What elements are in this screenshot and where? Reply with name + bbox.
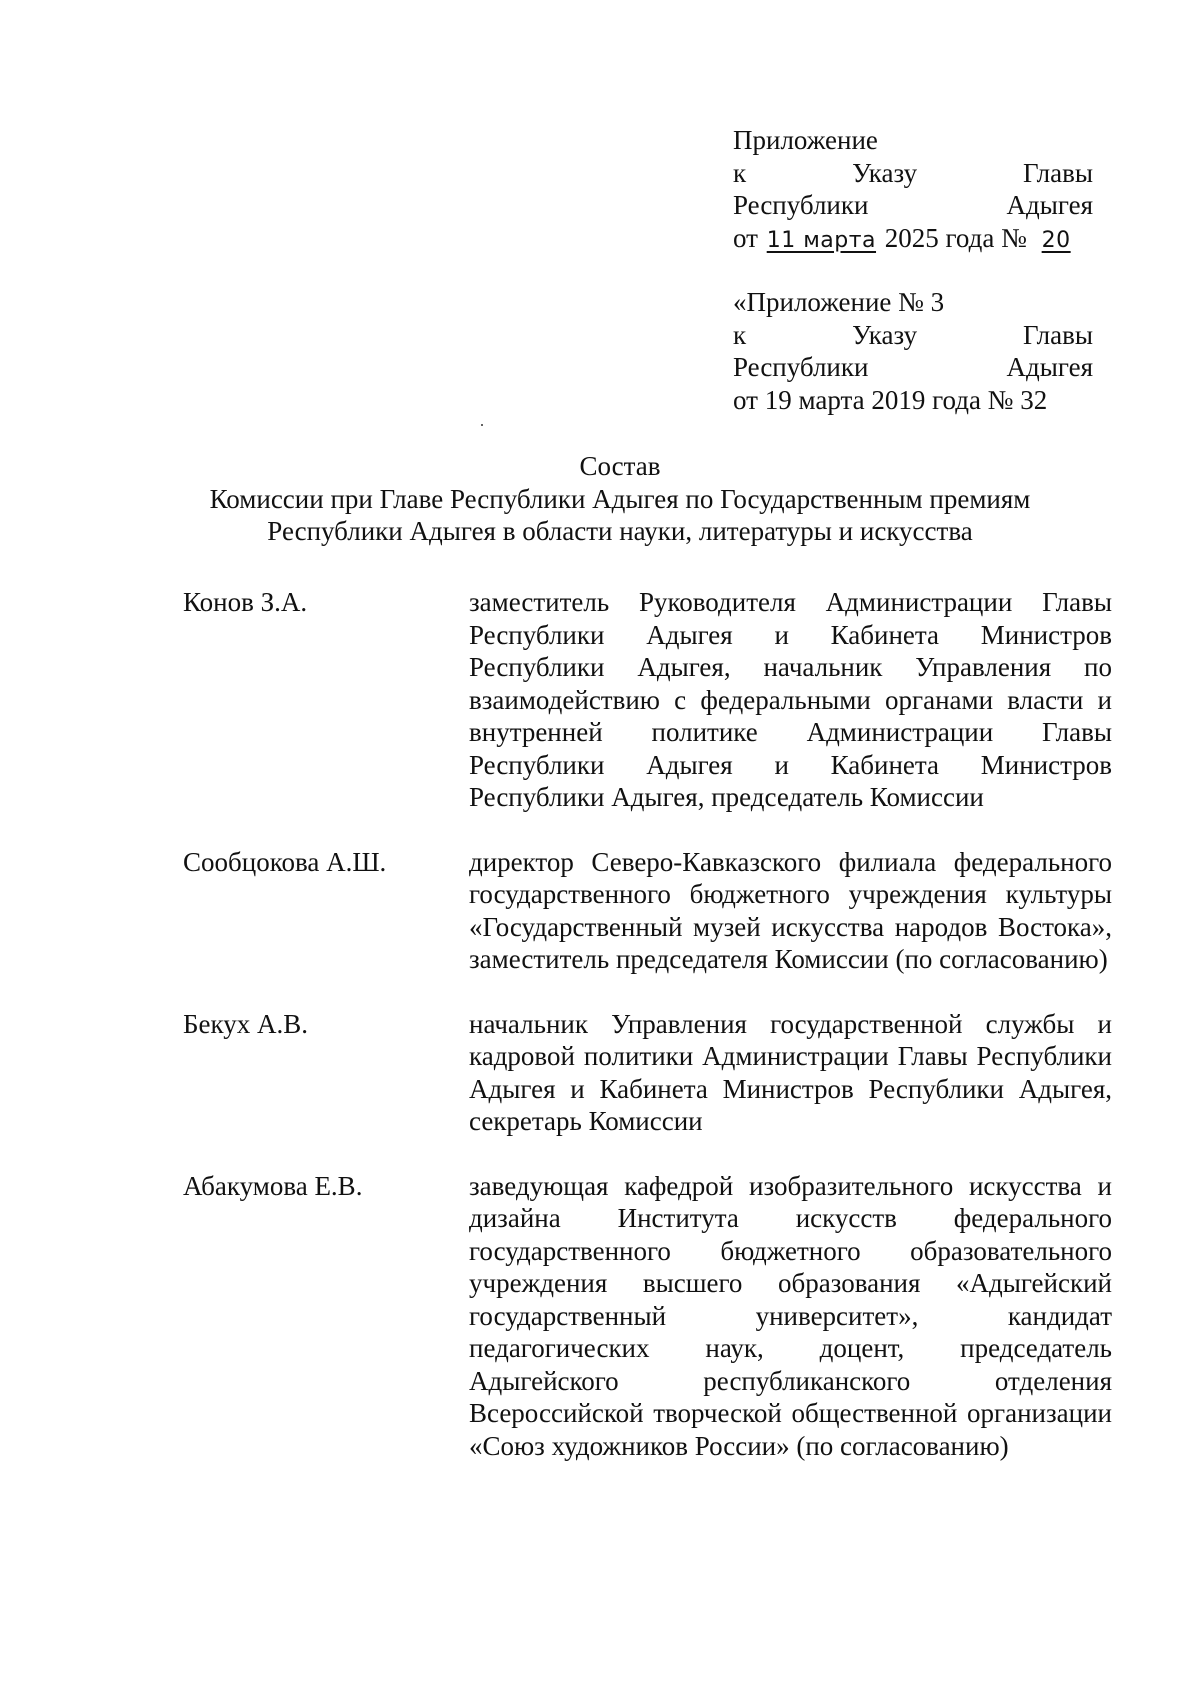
commission-member-list <box>183 586 1113 1494</box>
document-title <box>160 450 1080 548</box>
member-name: Абакумова Е.В. <box>183 1170 363 1201</box>
appendix-date-line: от 11 марта 2025 года № 20 <box>733 222 1093 258</box>
member-name: Конов З.А. <box>183 587 308 617</box>
member-role: начальник Управления государственной службы и кадровой политики Администрации Главы Республики Адыгея и Кабинета Министров Республики Адыгея, секретарь Комиссии <box>469 1008 1112 1136</box>
appendix-header-current <box>733 124 1093 257</box>
title-line-2: Комиссии при Главе Республики Адыгея по Государственным премиям <box>209 483 1031 514</box>
member-row <box>183 1008 1113 1138</box>
appendix-decree-line: к Указу Главы <box>733 157 1093 188</box>
appendix-original-label: «Приложение № 3 <box>733 287 945 317</box>
handwritten-date: 11 марта <box>766 227 877 253</box>
member-row <box>183 1170 1113 1463</box>
appendix-original-date-line: от 19 марта 2019 года № 32 <box>733 384 1048 415</box>
member-row <box>183 586 1113 814</box>
member-row <box>183 846 1113 976</box>
member-name: Бекух А.В. <box>183 1008 308 1039</box>
appendix-label: Приложение <box>733 125 878 155</box>
handwritten-number: 20 <box>1041 227 1071 253</box>
appendix-republic-line: Республики Адыгея <box>733 190 1093 220</box>
scan-artifact-dot <box>481 424 483 426</box>
appendix-header-original <box>733 286 1093 416</box>
appendix-original-decree-line: к Указу Главы <box>733 319 1093 350</box>
title-line-3: Республики Адыгея в области науки, литературы и искусства <box>267 516 973 546</box>
member-name: Сообцокова А.Ш. <box>183 846 387 877</box>
member-role: директор Северо-Кавказского филиала федерального государственного бюджетного учреждения культуры «Государственный музей искусства народов Востока», заместитель председателя Комиссии (по согласованию) <box>469 846 1112 974</box>
title-line-1: Состав <box>579 451 661 481</box>
member-role: заведующая кафедрой изобразительного искусства и дизайна Института искусств федерального государственного бюджетного образовательного учреждения высшего образования «Адыгейский государственный университет», кандидат педагогических наук, доцент, председатель Адыгейского республиканского отделения Всероссийской творческой общественной организации «Союз художников России» (по согласованию) <box>469 1170 1112 1461</box>
member-role: заместитель Руководителя Администрации Главы Республики Адыгея и Кабинета Министров Республики Адыгея, начальник Управления по взаимодействию с федеральными органами власти и внутренней политике Администрации Главы Республики Адыгея и Кабинета Министров Республики Адыгея, председатель Комиссии <box>469 587 1112 812</box>
appendix-original-republic-line: Республики Адыгея <box>733 352 1093 382</box>
